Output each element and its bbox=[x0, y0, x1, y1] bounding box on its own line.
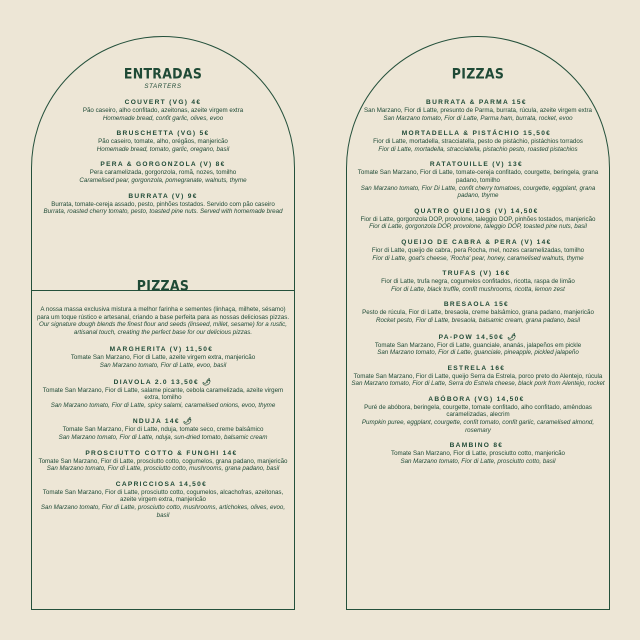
item-name-row bbox=[35, 417, 291, 425]
item-description-pt: Tomate San Marzano, Fior di Latte, nduja, tomate seco, creme balsâmico bbox=[62, 426, 264, 434]
item-description-en: San Marzano tomato, Fior di Latte, prosciutto cotto, basil bbox=[400, 457, 556, 465]
item-name-row bbox=[35, 346, 291, 353]
item-description-pt: San Marzano, Fior di Latte, presunto de Parma, burrata, rúcula, azeite virgem extra bbox=[363, 107, 593, 114]
item-description-en: Caramelised pear, gorgonzola, pomegranate, walnuts, thyme bbox=[79, 176, 247, 184]
item-name-row bbox=[350, 396, 606, 403]
item-description-pt: Fior di Latte, mortadella, stracciatella, pesto de pistáchio, pistáchios torrados bbox=[373, 138, 583, 146]
item-name: COUVERT (VG) 4€ bbox=[124, 99, 202, 106]
item-name: TRUFAS (V) 16€ bbox=[442, 270, 511, 278]
menu-item bbox=[35, 130, 291, 153]
item-name-row bbox=[350, 99, 606, 106]
menu-item bbox=[35, 99, 291, 122]
item-name-row bbox=[350, 333, 606, 341]
pizzas-left-section bbox=[35, 278, 291, 527]
item-name: QUEIJO DE CABRA & PERA (V) 14€ bbox=[401, 238, 552, 246]
item-name: CAPRICCIOSA 14,50€ bbox=[115, 480, 208, 488]
item-description-pt: Fior di Latte, queijo de cabra, pera Rocha, mel, nozes caramelizadas, tomilho bbox=[371, 246, 585, 254]
entradas-section bbox=[35, 66, 291, 224]
item-description-en: San Marzano tomato, Fior di Latte, prosciutto cotto, mushrooms, grana padano, basil bbox=[46, 465, 280, 473]
item-description-en: Fior di Latte, black truffle, confit mushrooms, ricotta, lemon zest bbox=[391, 285, 565, 293]
item-name: BAMBINO 8€ bbox=[449, 442, 504, 450]
menu-item bbox=[35, 346, 291, 369]
pizzas-title: PIZZAS bbox=[136, 276, 190, 295]
item-description-pt: Tomate San Marzano, Fior di Latte, prosciutto cotto, cogumelos, grana padano, manjericão bbox=[38, 457, 288, 465]
item-description-en: Homemade bread, confit garlic, olives, evoo bbox=[102, 114, 224, 122]
item-description-pt: Tomate San Marzano, Fior di Latte, tomate-cereja confitado, courgette, beringela, grana padano, tomilho bbox=[357, 169, 599, 184]
item-name: MORTADELLA & PISTÁCHIO 15,50€ bbox=[401, 130, 552, 138]
item-name: BRUSCHETTA (VG) 5€ bbox=[116, 130, 210, 138]
menu-item bbox=[35, 450, 291, 473]
menu-item bbox=[350, 442, 606, 465]
item-description-en: Fior di Latte, mortadella, stracciatella, pistachio pesto, roasted pistachios bbox=[378, 145, 578, 153]
item-name: PERA & GORGONZOLA (V) 8€ bbox=[100, 161, 226, 169]
item-description-en: Burrata, roasted cherry tomato, pesto, toasted pine nuts. Served with homemade bread bbox=[43, 208, 283, 216]
intro-text-en: Our signature dough blends the finest flour and seeds (linseed, millet, sesame) for a rustic, artisanal touch, creating the perfect base for our delicious pizzas. bbox=[39, 321, 287, 336]
menu-item bbox=[350, 365, 606, 388]
item-description-en: Fior di Latte, gorgonzola DOP, provolone, taleggio DOP, toasted pine nuts, basil bbox=[369, 223, 587, 231]
item-description-pt: Tomate San Marzano, Fior di Latte, guanciale, ananás, jalapeños em pickle bbox=[374, 341, 582, 349]
item-name-row bbox=[350, 270, 606, 277]
menu-item bbox=[350, 301, 606, 324]
item-description-en: San Marzano tomato, Fior di Latte, nduja, sun-dried tomato, balsamic cream bbox=[58, 433, 268, 441]
menu-item bbox=[350, 396, 606, 434]
item-description-en: San Marzano tomato, Fior di Latte, Serra do Estrela cheese, black pork from Alentejo, rocket bbox=[351, 380, 605, 388]
item-name: MARGHERITA (V) 11,50€ bbox=[109, 346, 214, 354]
item-description-en: Homemade bread, tomato, garlic, oregano, basil bbox=[96, 145, 230, 153]
menu-item bbox=[350, 161, 606, 199]
item-description-en: San Marzano tomato, Fior di Latte, guanciale, pineapple, pickled jalapeño bbox=[377, 349, 579, 357]
chili-icon: 🌶 bbox=[507, 333, 518, 341]
item-description-en: San Marzano tomato, Fior di Latte, evoo, basil bbox=[99, 361, 227, 369]
chili-icon: 🌶 bbox=[202, 378, 213, 386]
item-name: RATATOUILLE (V) 13€ bbox=[429, 161, 523, 169]
item-name: BRESAOLA 15€ bbox=[443, 301, 510, 309]
item-name: BURRATA (V) 9€ bbox=[128, 192, 198, 200]
item-name: NDUJA 14€ bbox=[132, 418, 180, 426]
item-description-en: San Marzano tomato, Fior di Latte, Parma ham, burrata, rocket, evoo bbox=[383, 114, 573, 122]
item-name: QUATRO QUEIJOS (V) 14,50€ bbox=[414, 207, 539, 215]
item-name: DIAVOLA 2.0 13,50€ bbox=[113, 378, 199, 386]
item-description-pt: Fior di Latte, trufa negra, cogumelos confitados, ricotta, raspa de limão bbox=[381, 278, 575, 286]
menu-item bbox=[35, 161, 291, 184]
item-name-row bbox=[350, 130, 606, 137]
item-description-pt: Pão caseiro, tomate, alho, orégãos, manjericão bbox=[98, 138, 228, 146]
item-description-pt: Tomate San Marzano, Fior di Latte, queijo Serra da Estrela, porco preto do Alentejo, rúcula bbox=[353, 372, 603, 380]
item-description-pt: Tomate San Marzano, Fior di Latte, azeite virgem extra, manjericão bbox=[70, 354, 256, 362]
item-description-pt: Fior di Latte, gorgonzola DOP, provolone, taleggio DOP, pinhões tostados, manjericão bbox=[360, 215, 596, 223]
item-name: BURRATA & PARMA 15€ bbox=[426, 99, 527, 106]
entradas-subtitle: STARTERS bbox=[144, 83, 182, 90]
item-name-row bbox=[35, 481, 291, 488]
item-name-row bbox=[35, 450, 291, 457]
item-description-pt: Burrata, tomate-cereja assado, pesto, pinhões tostados. Servido com pão caseiro bbox=[51, 200, 275, 208]
item-name-row bbox=[350, 208, 606, 215]
menu-item bbox=[350, 99, 606, 122]
item-name: ESTRELA 16€ bbox=[447, 364, 506, 372]
item-name-row bbox=[350, 301, 606, 308]
item-description-en: Pumpkin puree, eggplant, courgette, confit tomato, confit garlic, caramelised almond, rosemary bbox=[361, 419, 595, 434]
menu-item bbox=[35, 193, 291, 216]
item-name-row bbox=[350, 365, 606, 372]
item-name: PA-POW 14,50€ bbox=[438, 333, 505, 341]
pizzas-right-section bbox=[350, 66, 606, 473]
menu-item bbox=[350, 270, 606, 293]
entradas-title: ENTRADAS bbox=[123, 64, 203, 83]
pizza-intro bbox=[35, 306, 291, 336]
item-description-pt: Pão caseiro, alho confitado, azeitonas, azeite virgem extra bbox=[82, 107, 244, 114]
item-description-pt: Pesto de rúcula, Fior di Latte, bresaola, creme balsâmico, grana padano, manjericão bbox=[362, 309, 594, 317]
pizzas-title: PIZZAS bbox=[451, 64, 505, 83]
menu-item bbox=[35, 378, 291, 410]
item-description-pt: Puré de abóbora, beringela, courgette, tomate confitado, alho confitado, amêndoas caramelizadas, alecrim bbox=[364, 403, 592, 419]
item-name-row bbox=[350, 239, 606, 246]
item-description-pt: Tomate San Marzano, Fior di Latte, prosciutto cotto, manjericão bbox=[390, 450, 566, 458]
item-description-pt: Tomate San Marzano, Fior di Latte, salame picante, cebola caramelizada, azeite virgem extra, tomilho bbox=[42, 386, 284, 402]
menu-item bbox=[35, 481, 291, 519]
menu-item bbox=[350, 239, 606, 262]
item-description-en: San Marzano tomato, Fior di Latte, prosciutto cotto, mushrooms, artichokes, olives, evoo, basil bbox=[40, 503, 286, 519]
intro-text-pt: A nossa massa exclusiva mistura a melhor farinha e sementes (linhaça, milhete, sésamo) para um toque rústico e artesanal, criando a base perfeita para as nossas deliciosas pizzas. bbox=[36, 306, 290, 321]
menu-item bbox=[350, 130, 606, 153]
chili-icon: 🌶 bbox=[182, 418, 194, 426]
item-name: PROSCIUTTO COTTO & FUNGHI 14€ bbox=[85, 449, 238, 457]
item-description-en: Rocket pesto, Fior di Latte, bresaola, balsamic cream, grana padano, basil bbox=[376, 316, 580, 324]
item-description-en: San Marzano tomato, Fior Di Latte, confit cherry tomatoes, courgette, eggplant, grana padano, thyme bbox=[360, 184, 596, 200]
menu-item bbox=[350, 208, 606, 231]
menu-item bbox=[350, 333, 606, 357]
item-description-pt: Pera caramelizada, gorgonzola, romã, nozes, tomilho bbox=[89, 169, 237, 177]
item-name: ABÓBORA (VG) 14,50€ bbox=[428, 395, 525, 403]
item-description-en: Fior di Latte, goat's cheese, 'Rocha' pear, honey, caramelised walnuts, thyme bbox=[372, 254, 584, 262]
item-name-row bbox=[350, 161, 606, 168]
item-name-row bbox=[35, 378, 291, 386]
item-description-en: San Marzano tomato, Fior di Latte, spicy salami, caramelised onions, evoo, thyme bbox=[50, 401, 276, 409]
menu-item bbox=[35, 417, 291, 441]
item-description-pt: Tomate San Marzano, Fior di Latte, prosciutto cotto, cogumelos, alcachofras, azeitonas, azeite virgem extra, manjericão bbox=[42, 488, 284, 504]
item-name-row bbox=[350, 442, 606, 449]
